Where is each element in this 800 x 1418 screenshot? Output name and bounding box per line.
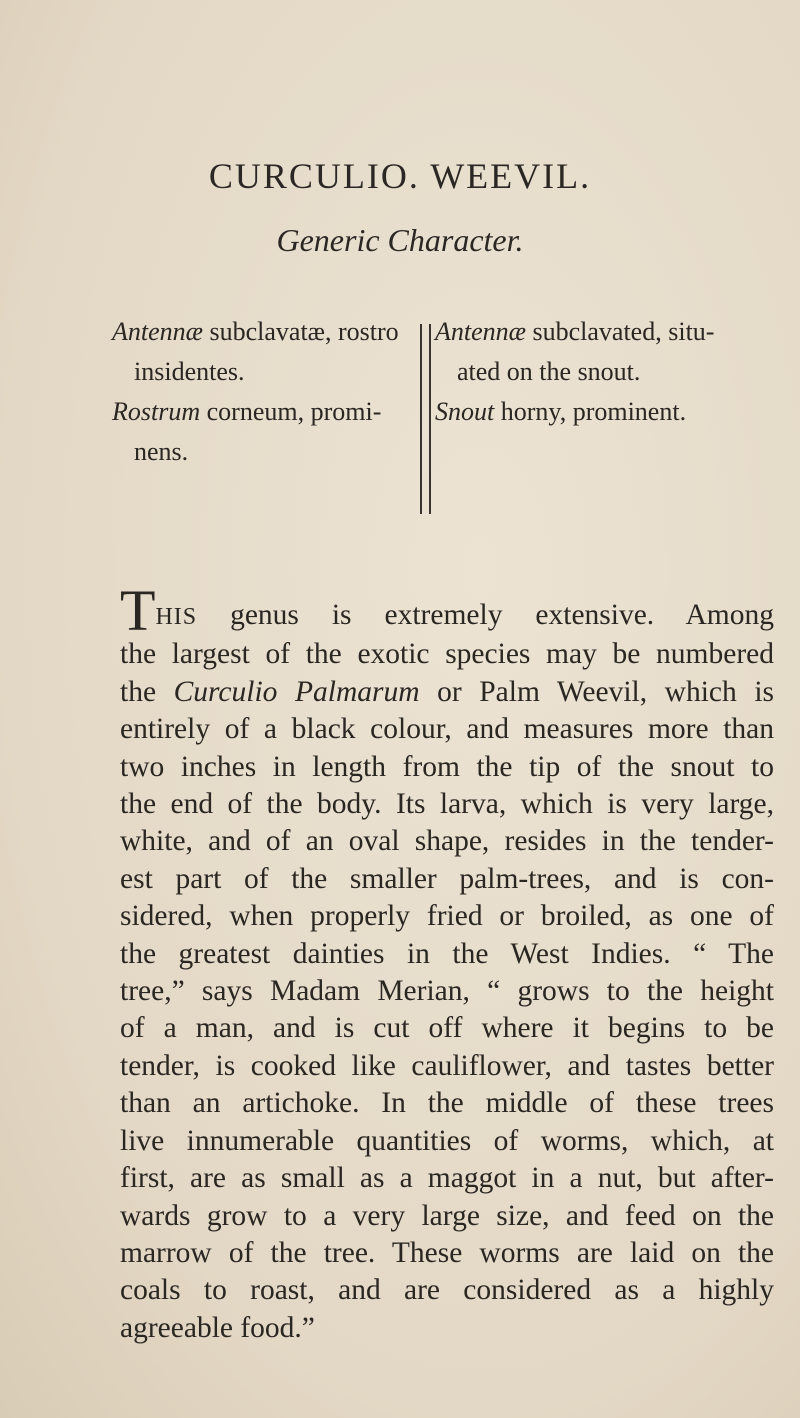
generic-character-block bbox=[112, 312, 732, 512]
body-line: tree,” says Madam Merian, “ grows to the height bbox=[120, 975, 774, 1008]
body-line: agreeable food.” bbox=[120, 1311, 315, 1344]
body-line: the largest of the exotic species may be numbered bbox=[120, 638, 774, 671]
page-title: CURCULIO. WEEVIL. bbox=[208, 156, 592, 196]
body-line: sidered, when properly fried or broiled, as one of bbox=[120, 900, 774, 933]
english-line: Antennæ subclavated, situ- bbox=[435, 317, 715, 346]
latin-line: insidentes. bbox=[134, 357, 245, 386]
body-line: wards grow to a very large size, and feed on the bbox=[120, 1199, 774, 1232]
body-line: entirely of a black colour, and measures more than bbox=[120, 713, 774, 746]
body-line: the end of the body. Its larva, which is very large, bbox=[120, 788, 774, 821]
column-divider bbox=[420, 324, 431, 514]
body-paragraph bbox=[120, 578, 775, 1347]
body-line: the greatest dainties in the West Indies. “ The bbox=[120, 937, 774, 970]
body-line: live innumerable quantities of worms, which, at bbox=[120, 1124, 774, 1157]
body-line: of a man, and is cut off where it begins to be bbox=[120, 1012, 774, 1045]
drop-cap: T bbox=[120, 578, 156, 643]
latin-description bbox=[112, 312, 422, 472]
body-line: THIS genus is extremely extensive. Among bbox=[120, 578, 775, 643]
english-description bbox=[435, 312, 755, 432]
latin-line: Antennæ subclavatæ, rostro bbox=[112, 317, 399, 346]
english-line: ated on the snout. bbox=[457, 357, 641, 386]
section-subtitle: Generic Character. bbox=[276, 222, 524, 258]
body-line: tender, is cooked like cauliflower, and tastes better bbox=[120, 1049, 774, 1082]
body-line: the Curculio Palmarum or Palm Weevil, which is bbox=[120, 675, 775, 708]
english-line: Snout horny, prominent. bbox=[435, 397, 687, 426]
body-line: est part of the smaller palm-trees, and is con- bbox=[120, 862, 774, 895]
body-line: coals to roast, and are considered as a highly bbox=[120, 1274, 774, 1307]
body-line: than an artichoke. In the middle of these trees bbox=[120, 1087, 774, 1120]
body-line: first, are as small as a maggot in a nut, but after- bbox=[120, 1162, 774, 1195]
body-line: white, and of an oval shape, resides in the tender- bbox=[120, 825, 774, 858]
latin-line: nens. bbox=[134, 437, 189, 466]
body-line: two inches in length from the tip of the snout to bbox=[120, 750, 774, 783]
body-line: marrow of the tree. These worms are laid on the bbox=[120, 1236, 774, 1269]
latin-line: Rostrum corneum, promi- bbox=[112, 397, 382, 426]
